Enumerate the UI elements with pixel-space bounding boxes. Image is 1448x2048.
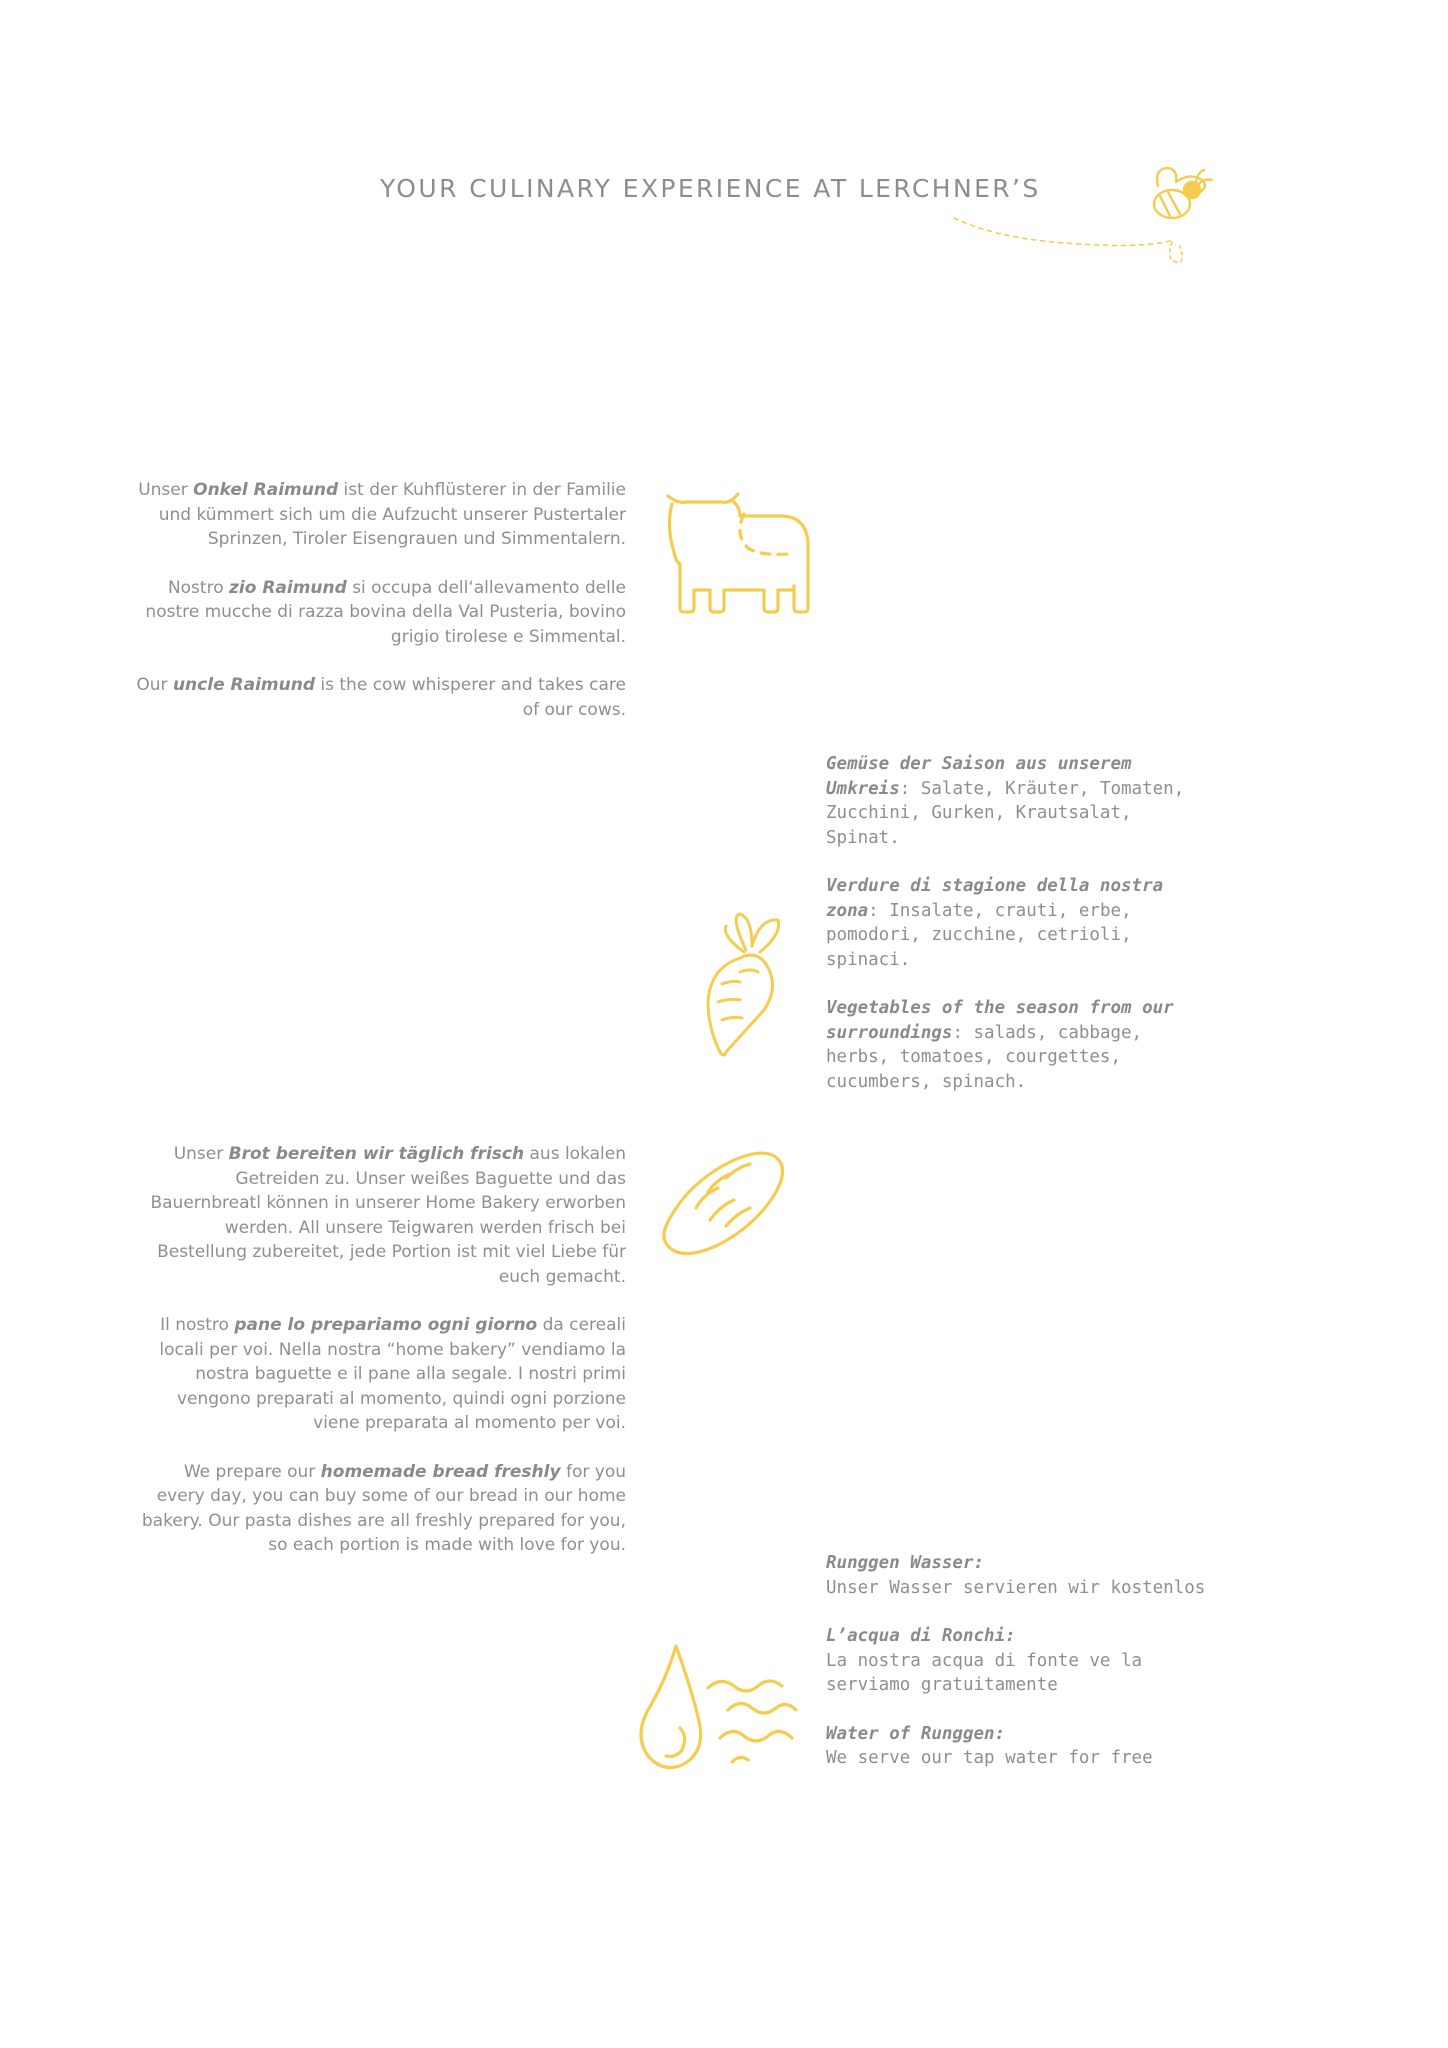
bread-section-text [136, 1142, 626, 1558]
cow-icon [660, 490, 820, 618]
water-section-text [826, 1551, 1206, 1771]
bread-text-it: Il nostro pane lo prepariamo ogni giorno da cereali locali per voi. Nella nostra “home bakery” vendiamo la nostra baguette e il pane alla segale. I nostri primi vengono preparati al momento, quindi ogni porzione viene preparata al momento per voi. [159, 1315, 626, 1433]
vegetables-text-it: Verdure di stagione della nostra zona: Insalate, crauti, erbe, pomodori, zucchine, cetrioli, spinaci. [826, 876, 1164, 970]
cow-text-en: Our uncle Raimund is the cow whisperer and takes care of our cows. [136, 675, 626, 720]
water-text-en: Water of Runggen: We serve our tap water for free [826, 1723, 1153, 1768]
bee-icon [940, 148, 1240, 283]
bread-icon [660, 1148, 790, 1258]
water-text-it: L’acqua di Ronchi: La nostra acqua di fonte ve la serviamo gratuitamente [826, 1626, 1143, 1695]
water-drop-waves-icon [630, 1640, 810, 1770]
bread-text-de: Unser Brot bereiten wir täglich frisch aus lokalen Getreiden zu. Unser weißes Baguette und das Bauernbreatl können in unserer Home Bakery erworben werden. All unsere Teigwaren werden frisch bei Bestellung zubereitet, jede Portion ist mit viel Liebe für euch gemacht. [150, 1144, 626, 1287]
cow-section-text [136, 478, 626, 722]
bread-text-en: We prepare our homemade bread freshly for you every day, you can buy some of our bread in our home bakery. Our pasta dishes are all freshly prepared for you, so each portion is made with love for you. [141, 1461, 626, 1555]
cow-text-de: Unser Onkel Raimund ist der Kuhflüsterer in der Familie und kümmert sich um die Aufzucht unserer Pustertaler Sprinzen, Tiroler Eisengrauen und Simmentalern. [138, 480, 626, 549]
page-title: YOUR CULINARY EXPERIENCE AT LERCHNER’S [380, 174, 1041, 203]
vegetables-section-text [826, 752, 1206, 1094]
cow-text-it: Nostro zio Raimund si occupa dell‘allevamento delle nostre mucche di razza bovina della Val Pusteria, bovino grigio tirolese e Simmental. [145, 577, 626, 647]
vegetables-text-en: Vegetables of the season from our surroundings: salads, cabbage, herbs, tomatoes, courgettes, cucumbers, spinach. [826, 998, 1174, 1092]
vegetables-text-de: Gemüse der Saison aus unserem Umkreis: Salate, Kräuter, Tomaten, Zucchini, Gurken, Krautsalat, Spinat. [826, 754, 1185, 848]
beet-icon [700, 912, 800, 1062]
water-text-de: Runggen Wasser: Unser Wasser servieren wir kostenlos [826, 1553, 1206, 1598]
